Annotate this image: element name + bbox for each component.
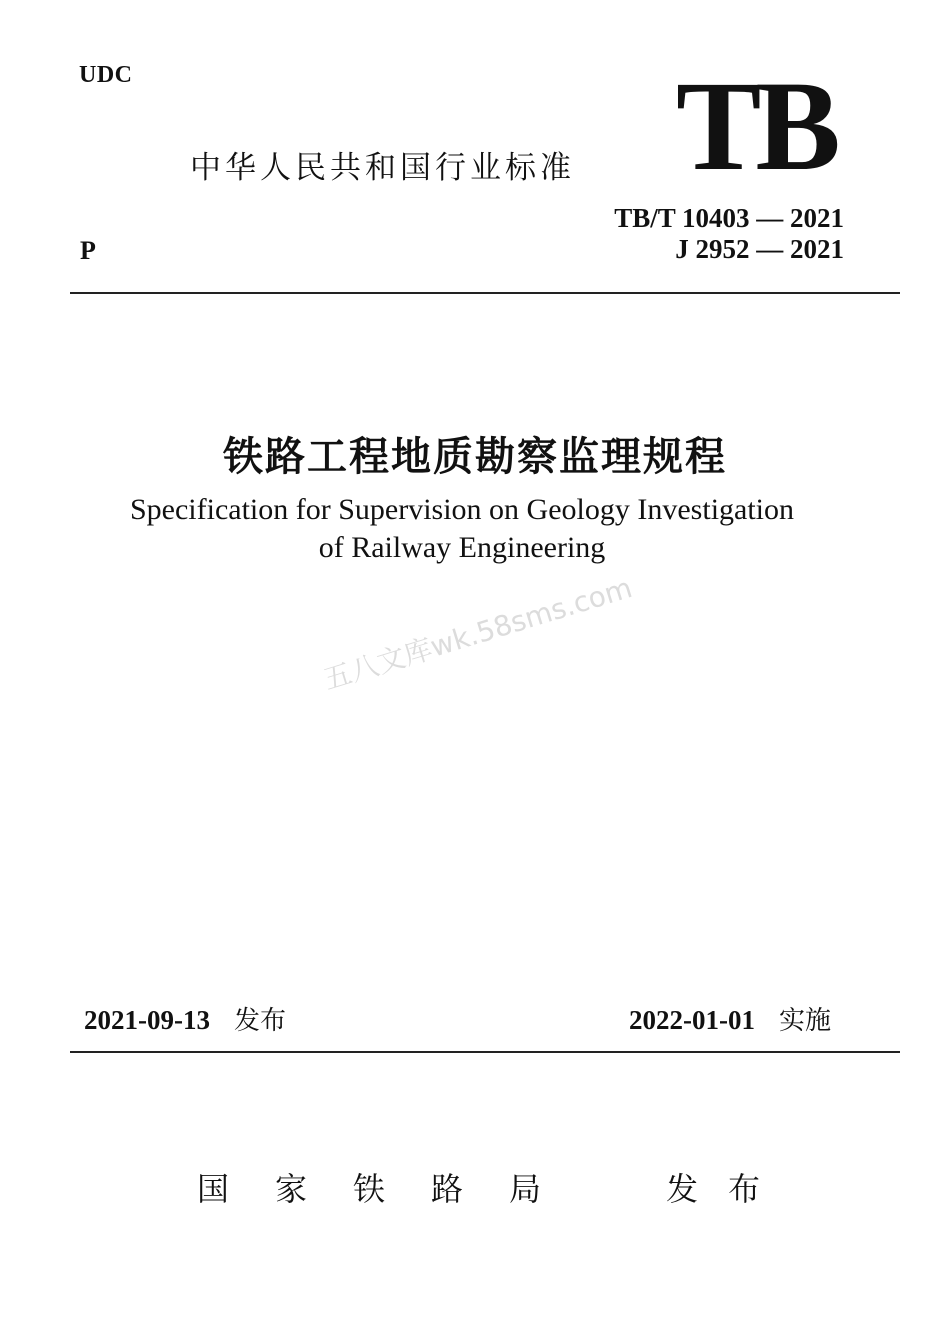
standard-number: TB/T 10403 — 2021 [614,203,844,233]
watermark: 五八文库wk.58sms.com [319,570,636,697]
effective-date-label: 实施 [778,1006,831,1036]
document-title-chinese: 铁路工程地质勘察监理规程 [223,434,727,480]
effective-date: 2022-01-01 [629,1005,755,1035]
top-divider [70,292,900,294]
record-number: J 2952 — 2021 [675,234,844,264]
issue-date-block [84,1000,286,1037]
issuing-authority: 国家铁路局 [197,1170,588,1208]
effective-date-block [629,1000,831,1037]
udc-label: UDC [79,62,133,88]
document-title-english-line1: Specification for Supervision on Geology Investigation [129,493,795,526]
issue-word: 发布 [666,1170,791,1208]
document-title-english-line2: of Railway Engineering [318,531,606,564]
bottom-divider [70,1051,900,1053]
tb-logo: TB [676,55,835,197]
classification-code: P [80,236,96,265]
industry-standard-title: 中华人民共和国行业标准 [190,150,575,186]
issue-date-label: 发布 [233,1006,286,1036]
issue-date: 2021-09-13 [84,1005,210,1035]
